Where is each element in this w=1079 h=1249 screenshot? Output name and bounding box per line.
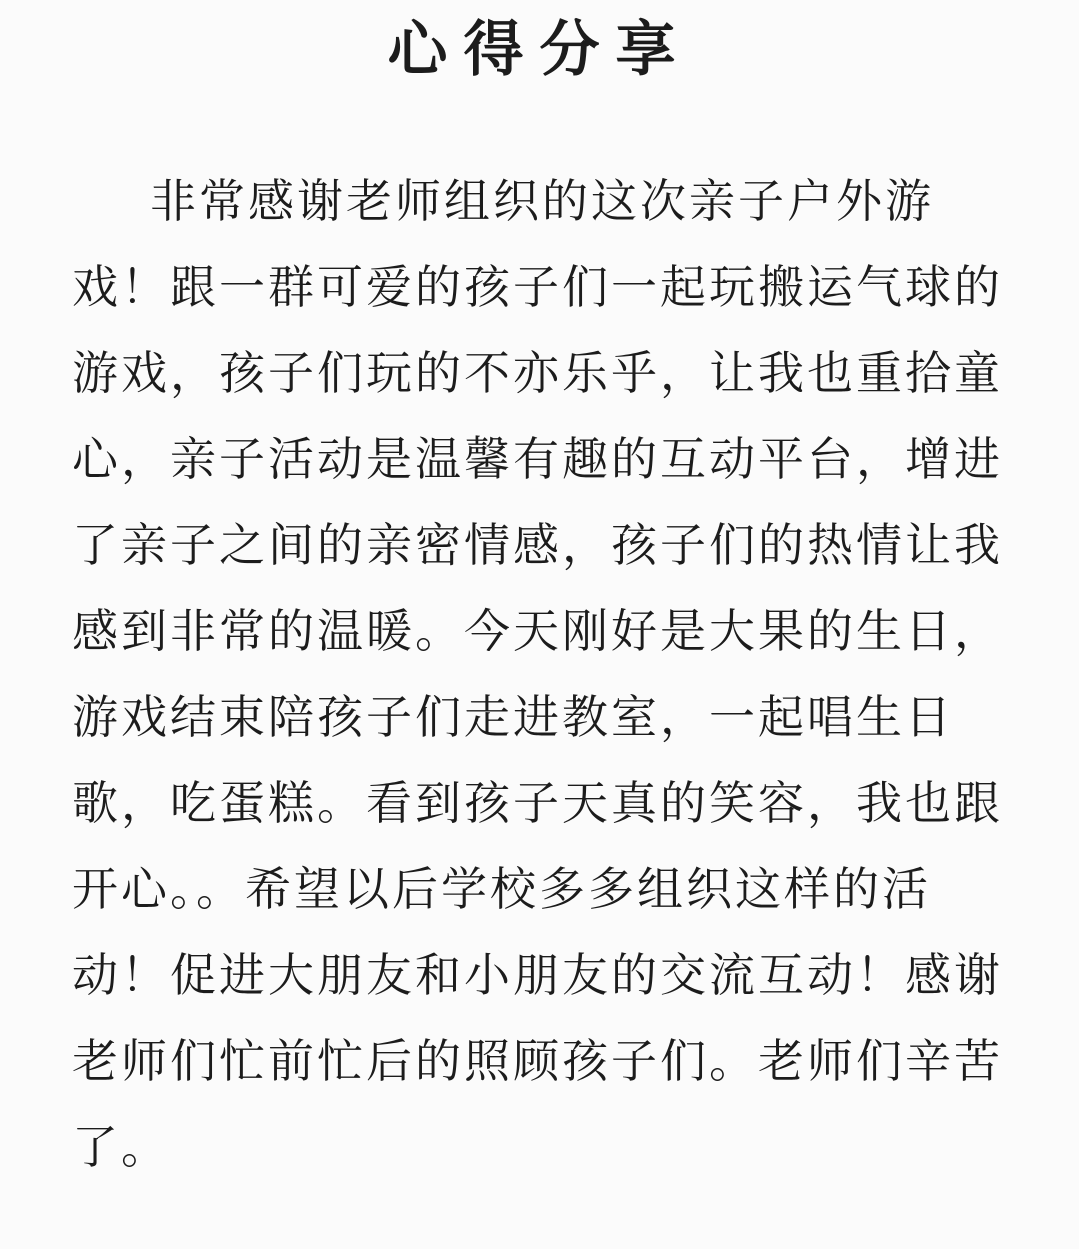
text-line: 非常感谢老师组织的这次亲子户外游 [150, 174, 934, 228]
text-line: 了。 [72, 1120, 170, 1174]
text-line: 游戏结束陪孩子们走进教室，一起唱生日 [72, 690, 954, 744]
text-line: 老师们忙前忙后的照顾孩子们。老师们辛苦 [72, 1034, 1003, 1088]
text-line: 歌，吃蛋糕。看到孩子天真的笑容，我也跟 [72, 776, 1003, 830]
text-line: 动！促进大朋友和小朋友的交流互动！感谢 [72, 948, 1003, 1002]
text-line: 游戏，孩子们玩的不亦乐乎，让我也重拾童 [72, 346, 1003, 400]
text-line: 感到非常的温暖。今天刚好是大果的生日， [72, 604, 1003, 658]
text-line: 开心。。希望以后学校多多组织这样的活 [72, 862, 931, 916]
note-body [72, 158, 1001, 1190]
text-line: 心，亲子活动是温馨有趣的互动平台，增进 [72, 432, 1003, 486]
text-line: 了亲子之间的亲密情感，孩子们的热情让我 [72, 518, 1003, 572]
text-line: 戏！跟一群可爱的孩子们一起玩搬运气球的 [72, 260, 1003, 314]
page-title: 心得分享 [387, 15, 692, 85]
